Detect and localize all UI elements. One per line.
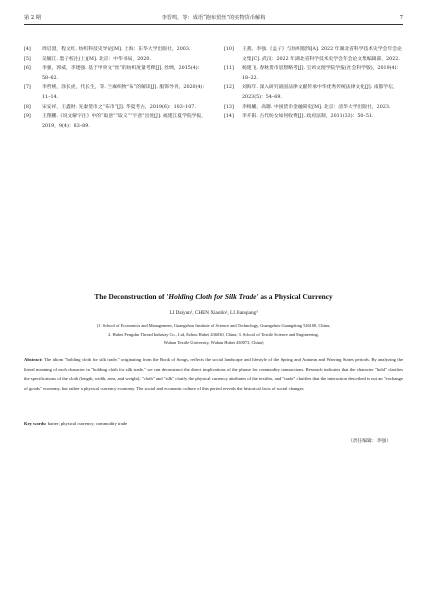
english-title-prefix: The Deconstruction of ' [94,292,169,301]
affiliation-line: (1. School of Economics and Management, Guangzhou Institute of Science and Technology, Guangzhou Guangdong 526100, China; [96,323,331,328]
running-title: 李晋鸣，等：成语“抱布贸丝”的实物货币解构 [161,15,266,21]
english-abstract [24,355,403,394]
reference-item [24,55,208,65]
reference-text: 李哲桃，涂长虎，代长生，等. 兰麻织物“布”的解读[J]. 服饰导刊，2020(4)：11–14. [42,85,208,100]
reference-item [24,45,208,55]
references-left-column [24,45,208,131]
english-keywords [24,421,403,426]
reference-item [24,103,208,113]
english-title-suffix: ' as a Physical Currency [256,292,333,301]
keywords-text: barter; physical currency; commodity trade [47,421,128,426]
reference-number: [10] [224,47,234,52]
reference-number: [6] [24,66,31,72]
reference-item [224,45,404,64]
reference-text: 宋安祥，王鑫财. 先秦货币之“布币”[J]. 华夏考古，2019(6)：103–107. [42,104,196,110]
reference-number: [12] [224,85,234,91]
reference-number: [11] [224,66,234,72]
reference-text: 王翔鹏.《说文解字注》中的“取意”“取义”“字意”出处[J]. 福建江夏学院学报，2019，9(4)：83–89. [42,114,207,129]
reference-number: [13] [224,104,234,110]
reference-text: 周启澄，程文红. 纺织科技史导论[M]. 上海：东华大学出版社，2003. [42,47,191,52]
reference-item [224,103,404,113]
affiliation-line: Wuhan Textile University, Wuhan Hubei 430073, China) [163,340,264,346]
reference-item [24,112,208,131]
issue-label: 第 2 期 [24,15,41,21]
editor-note: （责任编辑：李强） [347,439,391,444]
reference-text: 刘海年. 深入研究战国法律文献传承中华优秀传统法律文化[J]. 南都学坛，2023(5)：54–69. [242,85,398,100]
references-right-column [224,45,404,122]
abstract-text: The idiom "holding cloth for silk trade," originating from the Book of Songs, reflects the social landscape and lifestyle of the Spring and Autumn and Warring States periods. By analyzing the literal meaning of each character in "holding cloth for silk trade," we can deconstruct the direct implications of the phrase for commodity transactions. Research indicates that the character "hold" clarifies the specifications of the cloth (length, width, area, and weight); "cloth" and "silk" clarify the physical currency attributes of the textiles, and "trade" clarifies that the interaction described is not an "exchange of goods" economy, but rather a physical currency economy. The social and economic culture of this period reveals the historical facts of social changes. [24,357,403,392]
keywords-label: Key words: [24,421,47,426]
reference-text: 杨建飞. 春秋货币思想略考[J]. 宝鸡文理学院学报(社会科学版)，2019(4)：18–22. [242,66,402,81]
reference-text: 吴毓江. 墨子校注(上)[M]. 北京：中华书局，2020. [42,56,151,62]
reference-text: 王燕，李强.《孟子》与纺织服饰[A]. 2022 年湖北省科学技术史学会年会论文集[C]. 武汉：2022 年湖北省科学技术史学会年会论文集编辑部，2022. [242,47,402,62]
reference-text: 李根蟠，高珊. 中国货币金融简史[M]. 北京：清华大学出版社，2023. [242,104,391,110]
reference-item [224,64,404,83]
reference-text: 李强，郭威，李建强. 基于甲骨文“丝”的纺织度量考释[J]. 丝绸，2015(4)：58–62. [42,66,203,81]
reference-item [24,64,208,83]
english-title-italic: Holding Cloth for Silk Trade [168,292,257,301]
english-authors: LI Daiyun¹, CHEN Xiaolin², LI Jianqiang³ [169,310,258,316]
reference-number: [7] [24,85,31,91]
reference-text: 李开阳. 古代纺女如何收费[J]. 政府法制，2011(33)：50–51. [242,114,374,120]
abstract-label: Abstract: [24,357,43,362]
affiliations [30,322,397,348]
reference-number: [9] [24,114,31,120]
reference-number: [14] [224,114,234,120]
reference-number: [4] [24,47,31,52]
reference-item [24,83,208,102]
reference-item [224,83,404,102]
reference-number: [5] [24,56,31,62]
affiliation-line: 2. Hubei Fengshu Thread Industry Co., Ltd, Ezhou Hubei 436030, China; 3. School of Textile Science and Engineering, [108,331,319,337]
running-header [24,12,403,25]
reference-item [224,112,404,122]
english-title [24,292,403,301]
reference-number: [8] [24,104,31,110]
page-number: 7 [399,15,403,21]
